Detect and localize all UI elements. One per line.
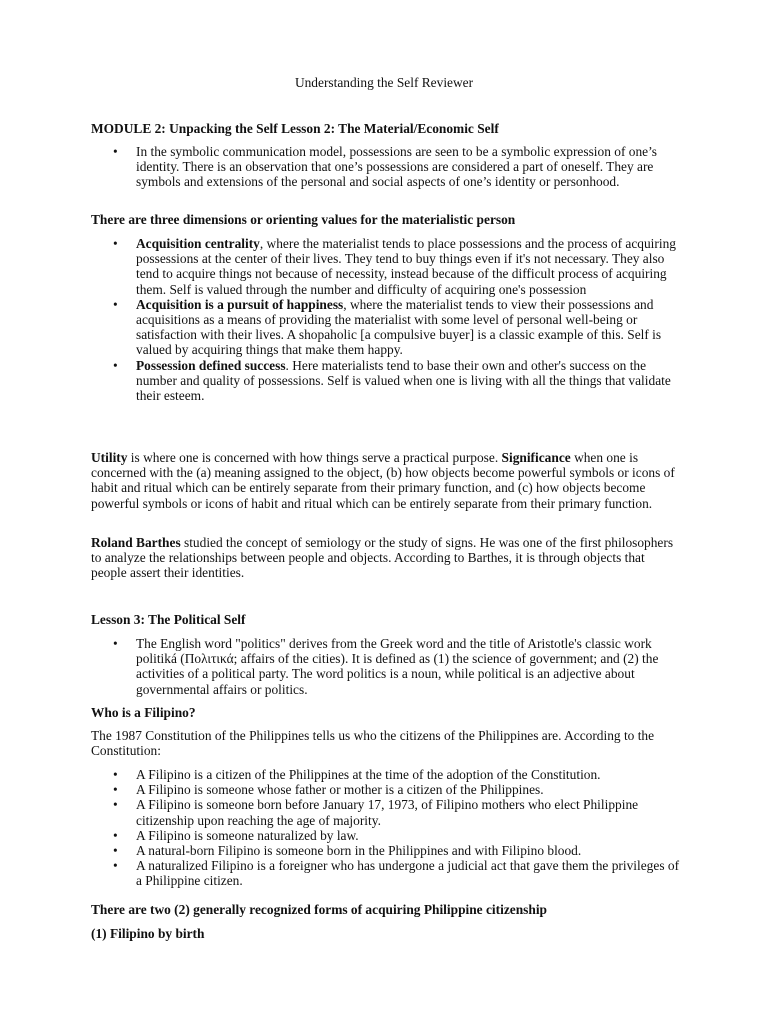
filipino-list [91, 767, 681, 889]
dimension-term: Possession defined success [136, 357, 286, 373]
list-item: • A Filipino is someone naturalized by law. [91, 828, 681, 843]
filipino-by-birth-heading: (1) Filipino by birth [91, 926, 205, 941]
list-item: • A natural-born Filipino is someone born in the Philippines and with Filipino blood. [91, 843, 681, 858]
list-item: • A Filipino is a citizen of the Philippines at the time of the adoption of the Constitution. [91, 767, 681, 782]
constitution-paragraph: The 1987 Constitution of the Philippines tells us who the citizens of the Philippines are. According to the Constitution: [91, 728, 655, 759]
significance-term: Significance [501, 450, 571, 465]
politics-list [91, 636, 681, 697]
dimension-text: . Here materialists tend to base their own and other's success on the number and quality of possessions. Self is valued when one is living with all the things that validate their esteem. [136, 357, 671, 404]
list-item: • A Filipino is someone whose father or mother is a citizen of the Philippines. [91, 782, 681, 797]
document-title: Understanding the Self Reviewer [294, 75, 474, 90]
utility-term: Utility [91, 450, 128, 465]
list-item [91, 358, 681, 404]
who-is-filipino-heading: Who is a Filipino? [91, 705, 196, 720]
dimensions-heading: There are three dimensions or orienting values for the materialistic person [91, 212, 516, 227]
dimension-text: , where the materialist tends to place possessions and the process of acquiring possessions at the center of their lives. They tend to buy things even if it's not necessary. They also tend to acquire things not because of necessity, instead because of the difficult process of acquiring them. Self is valued through the number and difficulty of acquiring one's possession [136, 236, 676, 297]
module2-heading: MODULE 2: Unpacking the Self Lesson 2: The Material/Economic Self [91, 121, 499, 136]
utility-paragraph: Utility is where one is concerned with how things serve a practical purpose. Significance when one is concerned with the (a) meaning assigned to the object, (b) how objects become powerful symbols or icons of habit and ritual which can be entirely separate from their primary function, and (c) how objects become powerful symbols or icons of habit and ritual which can be entirely separate from their primary function. [91, 450, 675, 511]
list-item: • A naturalized Filipino is a foreigner who has undergone a judicial act that gave them the privileges of a Philippine citizen. [91, 858, 681, 888]
lesson3-heading: Lesson 3: The Political Self [91, 612, 246, 627]
list-item [91, 297, 681, 358]
list-item [91, 236, 681, 297]
barthes-paragraph: Roland Barthes studied the concept of semiology or the study of signs. He was one of the first philosophers to analyze the relationships between people and objects. According to Barthes, it is through objects that people assert their identities. [91, 535, 674, 581]
module2-intro-list [91, 144, 681, 190]
dimension-text: , where the materialist tends to view their possessions and acquisitions as a means of providing the materialist with some level of personal well-being or satisfaction with their lives. A shopaholic [a compulsive buyer] is a classic example of this. Self is valued by acquiring things that make them happy. [136, 296, 662, 358]
dimensions-list [91, 236, 681, 403]
barthes-term: Roland Barthes [91, 535, 181, 550]
list-item: • The English word "politics" derives from the Greek word and the title of Aristotle's classic work politiká (Πολιτικά; affairs of the cities). It is defined as (1) the science of government; and (2) the activities of a political party. The word politics is a noun, while political is an adjective about governmental affairs or politics. [91, 636, 681, 697]
citizenship-forms-heading: There are two (2) generally recognized forms of acquiring Philippine citizenship [91, 902, 547, 917]
dimension-term: Acquisition centrality [136, 236, 260, 251]
list-item: • In the symbolic communication model, possessions are seen to be a symbolic expression of one’s identity. There is an observation that one’s possessions are considered a part of oneself. They are symbols and extensions of the personal and social aspects of one’s identity or personhood. [91, 144, 681, 190]
list-item: • A Filipino is someone born before January 17, 1973, of Filipino mothers who elect Philippine citizenship upon reaching the age of majority. [91, 797, 681, 827]
dimension-term: Acquisition is a pursuit of happiness [136, 296, 344, 312]
